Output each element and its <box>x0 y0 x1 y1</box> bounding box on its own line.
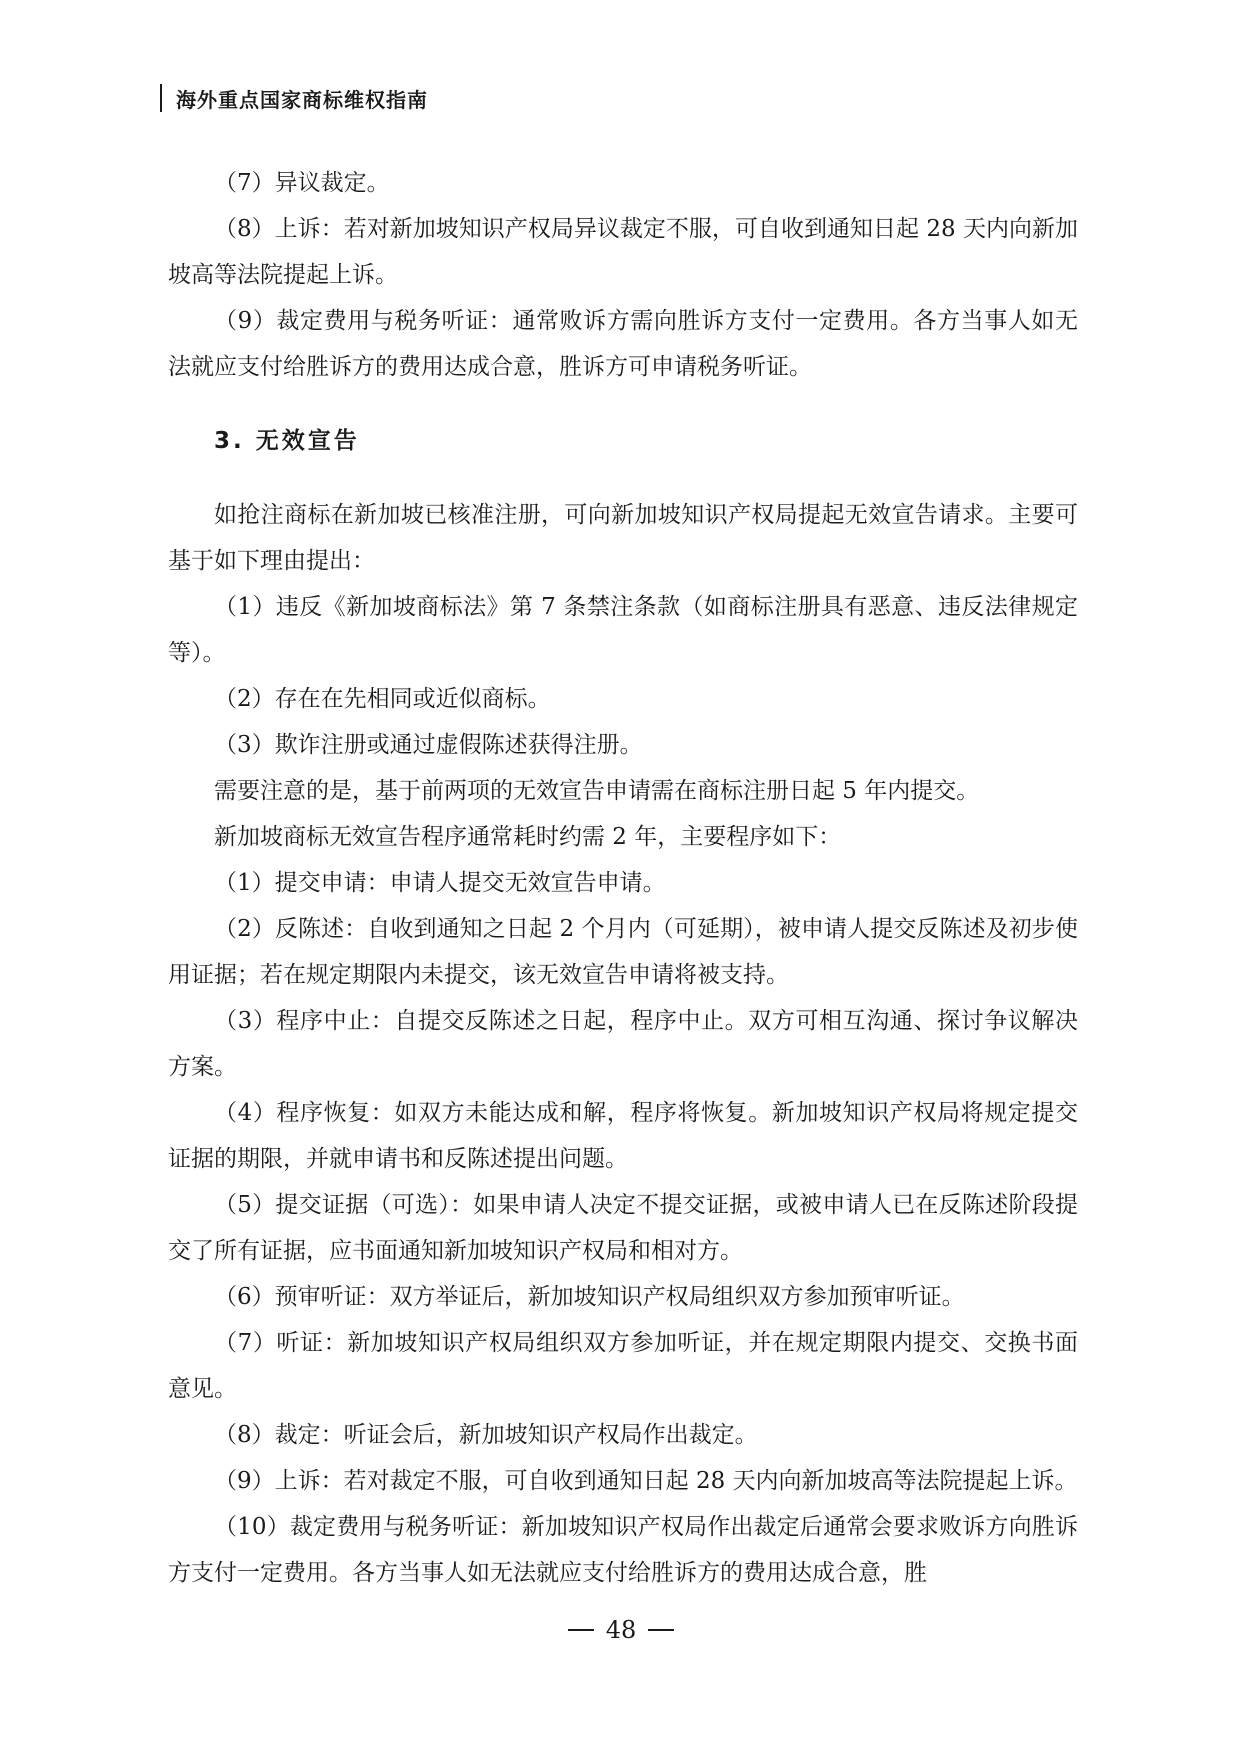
paragraph: （3）欺诈注册或通过虚假陈述获得注册。 <box>214 732 643 758</box>
paragraph: （1）违反《新加坡商标法》第 7 条禁注条款（如商标注册具有恶意、违反法律规定等）。 <box>168 594 1078 666</box>
paragraph: （10）裁定费用与税务听证：新加坡知识产权局作出裁定后通常会要求败诉方向胜诉方支付一定费用。各方当事人如无法就应支付给胜诉方的费用达成合意，胜 <box>168 1514 1078 1586</box>
paragraph: （8）上诉：若对新加坡知识产权局异议裁定不服，可自收到通知日起 28 天内向新加坡高等法院提起上诉。 <box>168 216 1078 288</box>
section-heading: 3. 无效宣告 <box>214 428 360 454</box>
paragraph: （2）反陈述：自收到通知之日起 2 个月内（可延期），被申请人提交反陈述及初步使用证据；若在规定期限内未提交，该无效宣告申请将被支持。 <box>168 916 1078 988</box>
body-text <box>168 160 1078 1596</box>
header-rule <box>160 84 162 112</box>
paragraph: （9）裁定费用与税务听证：通常败诉方需向胜诉方支付一定费用。各方当事人如无法就应支付给胜诉方的费用达成合意，胜诉方可申请税务听证。 <box>168 308 1078 380</box>
paragraph: （2）存在在先相同或近似商标。 <box>214 686 551 712</box>
page-number-dash-right <box>648 1629 674 1631</box>
running-header <box>160 82 428 114</box>
book-title: 海外重点国家商标维权指南 <box>176 87 428 112</box>
paragraph: （6）预审听证：双方举证后，新加坡知识产权局组织双方参加预审听证。 <box>214 1284 965 1310</box>
page-number: 48 <box>605 1616 637 1644</box>
paragraph: （7）听证：新加坡知识产权局组织双方参加听证，并在规定期限内提交、交换书面意见。 <box>168 1330 1078 1402</box>
page-footer <box>0 1616 1242 1644</box>
paragraph: 新加坡商标无效宣告程序通常耗时约需 2 年，主要程序如下： <box>214 824 842 850</box>
paragraph: （8）裁定：听证会后，新加坡知识产权局作出裁定。 <box>214 1422 758 1448</box>
paragraph: 需要注意的是，基于前两项的无效宣告申请需在商标注册日起 5 年内提交。 <box>214 778 980 804</box>
paragraph: （7）异议裁定。 <box>214 170 390 196</box>
paragraph: （3）程序中止：自提交反陈述之日起，程序中止。双方可相互沟通、探讨争议解决方案。 <box>168 1008 1078 1080</box>
paragraph: （9）上诉：若对裁定不服，可自收到通知日起 28 天内向新加坡高等法院提起上诉。 <box>214 1468 1078 1494</box>
paragraph: （1）提交申请：申请人提交无效宣告申请。 <box>214 870 666 896</box>
paragraph: （5）提交证据（可选）：如果申请人决定不提交证据，或被申请人已在反陈述阶段提交了所有证据，应书面通知新加坡知识产权局和相对方。 <box>168 1192 1078 1264</box>
page-number-dash-left <box>568 1629 594 1631</box>
paragraph: （4）程序恢复：如双方未能达成和解，程序将恢复。新加坡知识产权局将规定提交证据的期限，并就申请书和反陈述提出问题。 <box>168 1100 1078 1172</box>
paragraph: 如抢注商标在新加坡已核准注册，可向新加坡知识产权局提起无效宣告请求。主要可基于如下理由提出： <box>168 502 1078 574</box>
